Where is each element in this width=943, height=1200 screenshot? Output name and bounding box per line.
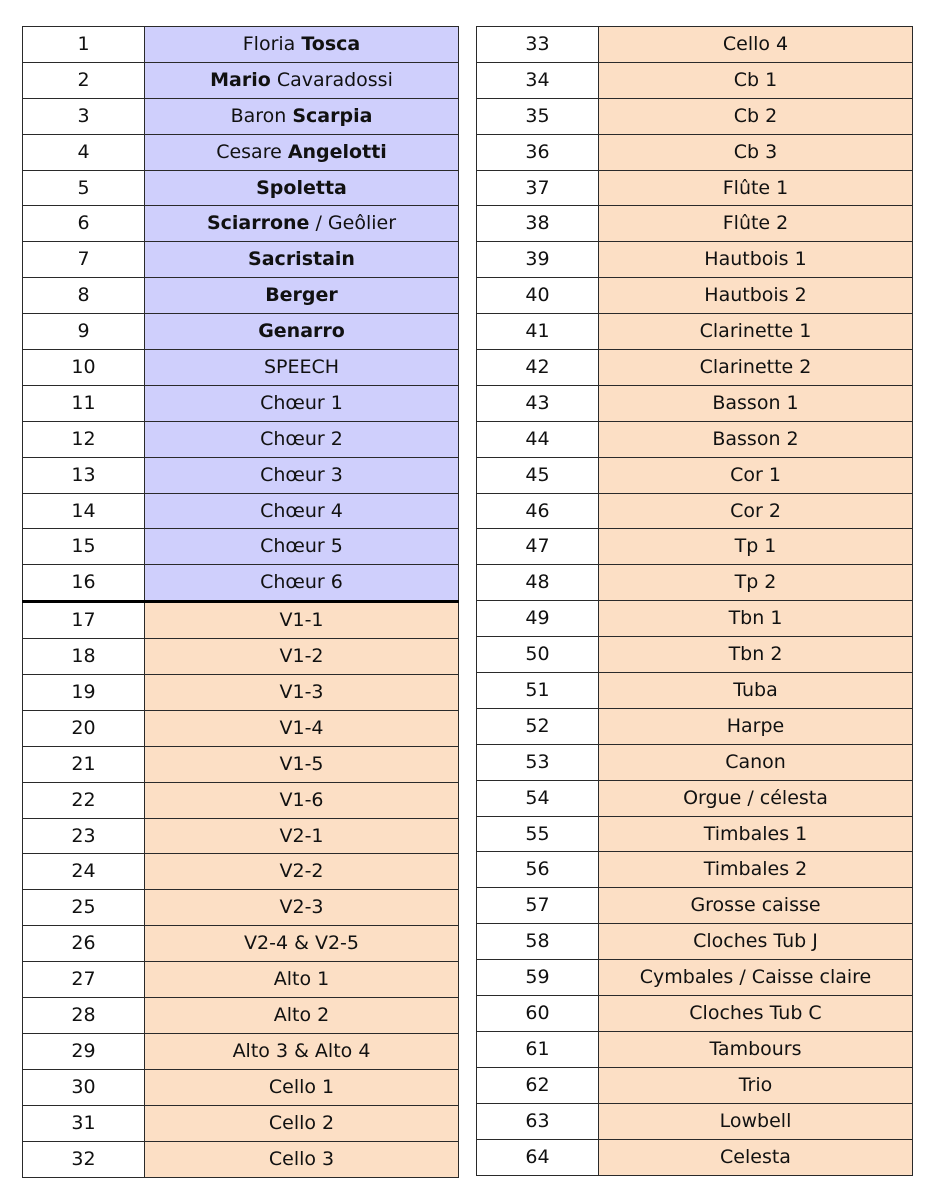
channel-name-part: Tp 2 (734, 571, 777, 594)
channel-name (145, 170, 459, 206)
channel-name-part: V1-1 (279, 609, 324, 632)
channel-name (599, 350, 913, 386)
channel-name-part: Cb 2 (733, 104, 778, 127)
channel-name-part: V2-2 (279, 860, 324, 883)
channel-row (23, 639, 459, 675)
channel-number: 64 (477, 1139, 599, 1175)
channel-row (477, 1139, 913, 1175)
channel-name-part: V1-5 (279, 752, 324, 775)
channel-name-part: Chœur 2 (260, 427, 343, 450)
channel-number: 39 (477, 242, 599, 278)
channel-number: 56 (477, 852, 599, 888)
channel-row (477, 493, 913, 529)
channel-number: 59 (477, 960, 599, 996)
channel-row (23, 1033, 459, 1069)
channel-name (145, 565, 459, 602)
channel-number: 38 (477, 206, 599, 242)
channel-name-part: V2-3 (279, 896, 324, 919)
channel-number: 61 (477, 1031, 599, 1067)
channel-row (23, 170, 459, 206)
channel-row (23, 854, 459, 890)
channel-row (23, 818, 459, 854)
channel-name (145, 385, 459, 421)
channel-row (23, 278, 459, 314)
channel-row (477, 960, 913, 996)
channel-number: 17 (23, 602, 145, 639)
channel-name-bold-part: Spoletta (256, 176, 347, 199)
channel-row (477, 1103, 913, 1139)
channel-number: 10 (23, 350, 145, 386)
channel-name (599, 385, 913, 421)
channel-name (145, 675, 459, 711)
channel-name-part: Baron (230, 104, 293, 127)
channel-name (599, 637, 913, 673)
channel-name-part: Chœur 6 (260, 571, 343, 594)
channel-name-part: Tp 1 (734, 535, 777, 558)
channel-name (145, 242, 459, 278)
channel-row (477, 62, 913, 98)
channel-row (477, 996, 913, 1032)
channel-name-part: V2-4 & V2-5 (244, 932, 359, 955)
channel-name (599, 134, 913, 170)
channel-name (145, 457, 459, 493)
channel-name-part: Cesare (216, 140, 288, 163)
channel-name (599, 278, 913, 314)
channel-name-part: Cor 2 (730, 499, 781, 522)
channel-name (599, 708, 913, 744)
channel-number: 63 (477, 1103, 599, 1139)
channel-name-part: V2-1 (279, 824, 324, 847)
channel-name (145, 782, 459, 818)
channel-name (599, 170, 913, 206)
channel-number: 40 (477, 278, 599, 314)
channel-number: 8 (23, 278, 145, 314)
channel-name (599, 924, 913, 960)
channel-number: 45 (477, 457, 599, 493)
channel-number: 41 (477, 314, 599, 350)
channel-name (599, 1067, 913, 1103)
channel-row (23, 242, 459, 278)
channel-name (599, 493, 913, 529)
channel-name-part: V1-4 (279, 716, 324, 739)
channel-row (23, 134, 459, 170)
channel-name (599, 565, 913, 601)
channel-row (477, 924, 913, 960)
channel-name-part: Chœur 3 (260, 463, 343, 486)
channel-row (477, 134, 913, 170)
channel-name-part: Canon (725, 750, 786, 773)
channel-name (145, 529, 459, 565)
channel-row (23, 710, 459, 746)
channel-name (599, 1139, 913, 1175)
channel-name (145, 314, 459, 350)
channel-name (145, 421, 459, 457)
channel-row (23, 675, 459, 711)
channel-row (23, 1069, 459, 1105)
channel-number: 3 (23, 98, 145, 134)
channel-row (477, 170, 913, 206)
channel-name (599, 314, 913, 350)
channel-number: 24 (23, 854, 145, 890)
channel-row (477, 565, 913, 601)
channel-name-part: Alto 1 (273, 968, 330, 991)
channel-number: 29 (23, 1033, 145, 1069)
channel-name (145, 206, 459, 242)
channel-name-part: Basson 2 (712, 427, 799, 450)
channel-name-part: SPEECH (263, 355, 340, 378)
channel-name (599, 1103, 913, 1139)
channel-name-part: Clarinette 2 (699, 355, 812, 378)
channel-name-bold-part: Scarpia (292, 104, 373, 127)
channel-row (23, 926, 459, 962)
channel-row (477, 278, 913, 314)
channel-number: 33 (477, 27, 599, 63)
channel-name (145, 926, 459, 962)
channel-number: 35 (477, 98, 599, 134)
channel-name-part: Basson 1 (712, 391, 799, 414)
channel-row (23, 782, 459, 818)
channel-name-part: Clarinette 1 (699, 320, 812, 343)
channel-name (145, 98, 459, 134)
channel-number: 54 (477, 780, 599, 816)
channel-name (599, 601, 913, 637)
channel-name-part: Lowbell (719, 1109, 792, 1132)
channel-name-part: Orgue / célesta (683, 786, 828, 809)
channel-number: 19 (23, 675, 145, 711)
channel-name (145, 1141, 459, 1177)
channel-row (477, 98, 913, 134)
channel-number: 32 (23, 1141, 145, 1177)
channel-name-part: Cello 1 (268, 1075, 335, 1098)
channel-number: 18 (23, 639, 145, 675)
channel-number: 25 (23, 890, 145, 926)
channel-row (477, 242, 913, 278)
channel-name (599, 852, 913, 888)
channel-name-part: Alto 2 (273, 1003, 330, 1026)
channel-name (599, 673, 913, 709)
channel-name-part: Tambours (709, 1037, 802, 1060)
channel-name (599, 242, 913, 278)
channel-name-part: Harpe (726, 714, 785, 737)
channel-name-bold-part: Berger (265, 284, 338, 307)
channel-name-part: Tuba (733, 678, 778, 701)
channel-name (599, 816, 913, 852)
channel-number: 53 (477, 744, 599, 780)
channel-number: 23 (23, 818, 145, 854)
channel-name-bold-part: Mario (210, 68, 271, 91)
channel-name (599, 960, 913, 996)
channel-row (23, 350, 459, 386)
channel-number: 43 (477, 385, 599, 421)
channel-number: 15 (23, 529, 145, 565)
channel-number: 5 (23, 170, 145, 206)
channel-number: 52 (477, 708, 599, 744)
channel-row (23, 565, 459, 602)
channel-name-part: Celesta (720, 1145, 791, 1168)
channel-name (145, 746, 459, 782)
channel-name-part: Cloches Tub J (693, 930, 818, 953)
channel-name (145, 998, 459, 1034)
channel-name (145, 27, 459, 63)
channel-name-part: Trio (738, 1073, 773, 1096)
channel-name-part: V1-6 (279, 788, 324, 811)
channel-row (477, 27, 913, 63)
channel-row (477, 457, 913, 493)
channel-row (477, 1031, 913, 1067)
channel-row (23, 27, 459, 63)
channel-name-bold-part: Sciarrone (206, 212, 310, 235)
channel-row (477, 314, 913, 350)
channel-row (477, 1067, 913, 1103)
channel-name-part: Cello 3 (268, 1147, 335, 1170)
channel-name (145, 602, 459, 639)
channel-number: 50 (477, 637, 599, 673)
channel-name (599, 529, 913, 565)
channel-name-part: V1-3 (279, 680, 324, 703)
channel-row (23, 98, 459, 134)
channel-row (477, 780, 913, 816)
channel-row (477, 601, 913, 637)
channel-name-part: Chœur 1 (260, 391, 343, 414)
channel-number: 26 (23, 926, 145, 962)
channel-row (23, 890, 459, 926)
channel-number: 44 (477, 421, 599, 457)
channel-name-part: Cloches Tub C (689, 1001, 822, 1024)
channel-number: 47 (477, 529, 599, 565)
channel-name (145, 854, 459, 890)
channel-name-part: Cavaradossi (270, 68, 393, 91)
channel-name-part: Cello 4 (722, 32, 789, 55)
channel-number: 30 (23, 1069, 145, 1105)
channel-row (477, 350, 913, 386)
channel-row (23, 206, 459, 242)
channel-row (477, 673, 913, 709)
channel-name-part: Timbales 2 (703, 858, 808, 881)
channel-name-part: Flûte 2 (722, 212, 789, 235)
channel-name (599, 744, 913, 780)
channel-number: 60 (477, 996, 599, 1032)
channel-row (477, 708, 913, 744)
channel-name-part: Chœur 5 (260, 535, 343, 558)
channel-row (23, 998, 459, 1034)
channel-row (23, 385, 459, 421)
channel-name (145, 1033, 459, 1069)
channel-number: 22 (23, 782, 145, 818)
channel-number: 4 (23, 134, 145, 170)
channel-row (23, 746, 459, 782)
channel-name-part: Flûte 1 (722, 176, 789, 199)
channel-number: 55 (477, 816, 599, 852)
channel-name (145, 1105, 459, 1141)
channel-number: 27 (23, 962, 145, 998)
channel-number: 11 (23, 385, 145, 421)
channel-name (599, 98, 913, 134)
channel-table-left (22, 26, 459, 1178)
channel-name (599, 62, 913, 98)
channel-name-part: Alto 3 & Alto 4 (232, 1039, 371, 1062)
channel-number: 46 (477, 493, 599, 529)
channel-number: 6 (23, 206, 145, 242)
channel-name-part: Tbn 1 (728, 607, 783, 630)
channel-name (599, 421, 913, 457)
channel-name (145, 818, 459, 854)
channel-name (599, 206, 913, 242)
channel-row (23, 529, 459, 565)
channel-name (599, 996, 913, 1032)
channel-number: 28 (23, 998, 145, 1034)
channel-name (145, 962, 459, 998)
channel-name (145, 1069, 459, 1105)
channel-row (477, 637, 913, 673)
channel-name-part: Cb 3 (733, 140, 778, 163)
channel-row (23, 962, 459, 998)
channel-row (477, 852, 913, 888)
channel-number: 49 (477, 601, 599, 637)
channel-name-bold-part: Tosca (301, 32, 361, 55)
channel-number: 48 (477, 565, 599, 601)
channel-name (145, 278, 459, 314)
channel-name-part: / Geôlier (309, 212, 397, 235)
channel-number: 9 (23, 314, 145, 350)
channel-number: 37 (477, 170, 599, 206)
channel-name-part: Cymbales / Caisse claire (639, 966, 872, 989)
channel-number: 21 (23, 746, 145, 782)
channel-name (145, 890, 459, 926)
channel-name-part: V1-2 (279, 645, 324, 668)
channel-number: 13 (23, 457, 145, 493)
channel-name (599, 780, 913, 816)
channel-row (23, 62, 459, 98)
channel-name-bold-part: Genarro (258, 320, 345, 343)
channel-name (599, 888, 913, 924)
channel-number: 57 (477, 888, 599, 924)
channel-row (23, 457, 459, 493)
channel-number: 1 (23, 27, 145, 63)
channel-row (23, 314, 459, 350)
channel-row (23, 602, 459, 639)
channel-number: 16 (23, 565, 145, 602)
channel-row (477, 206, 913, 242)
channel-row (477, 744, 913, 780)
channel-number: 58 (477, 924, 599, 960)
channel-number: 42 (477, 350, 599, 386)
channel-name (145, 134, 459, 170)
channel-name (599, 1031, 913, 1067)
channel-name (145, 710, 459, 746)
channel-name-part: Hautbois 1 (704, 248, 807, 271)
channel-number: 36 (477, 134, 599, 170)
channel-number: 7 (23, 242, 145, 278)
channel-row (23, 1141, 459, 1177)
channel-row (477, 421, 913, 457)
channel-name-part: Timbales 1 (703, 822, 808, 845)
channel-name (145, 350, 459, 386)
channel-row (23, 1105, 459, 1141)
channel-name (145, 493, 459, 529)
channel-name (145, 62, 459, 98)
channel-row (477, 816, 913, 852)
channel-number: 31 (23, 1105, 145, 1141)
channel-name-part: Tbn 2 (728, 643, 783, 666)
channel-name-part: Grosse caisse (690, 894, 821, 917)
channel-name (599, 27, 913, 63)
channel-name (145, 639, 459, 675)
channel-name-bold-part: Angelotti (287, 140, 387, 163)
channel-name-part: Chœur 4 (260, 499, 343, 522)
channel-name-part: Cb 1 (733, 68, 778, 91)
channel-number: 62 (477, 1067, 599, 1103)
channel-number: 12 (23, 421, 145, 457)
channel-row (23, 421, 459, 457)
channel-row (477, 529, 913, 565)
channel-name-part: Cor 1 (730, 463, 781, 486)
channel-row (23, 493, 459, 529)
channel-row (477, 888, 913, 924)
channel-name-part: Floria (242, 32, 302, 55)
channel-number: 34 (477, 62, 599, 98)
channel-number: 2 (23, 62, 145, 98)
channel-name-part: Hautbois 2 (704, 284, 807, 307)
channel-name-bold-part: Sacristain (248, 248, 355, 271)
channel-number: 20 (23, 710, 145, 746)
channel-name (599, 457, 913, 493)
channel-table-right (476, 26, 913, 1176)
channel-number: 51 (477, 673, 599, 709)
channel-number: 14 (23, 493, 145, 529)
channel-row (477, 385, 913, 421)
channel-name-part: Cello 2 (268, 1111, 335, 1134)
